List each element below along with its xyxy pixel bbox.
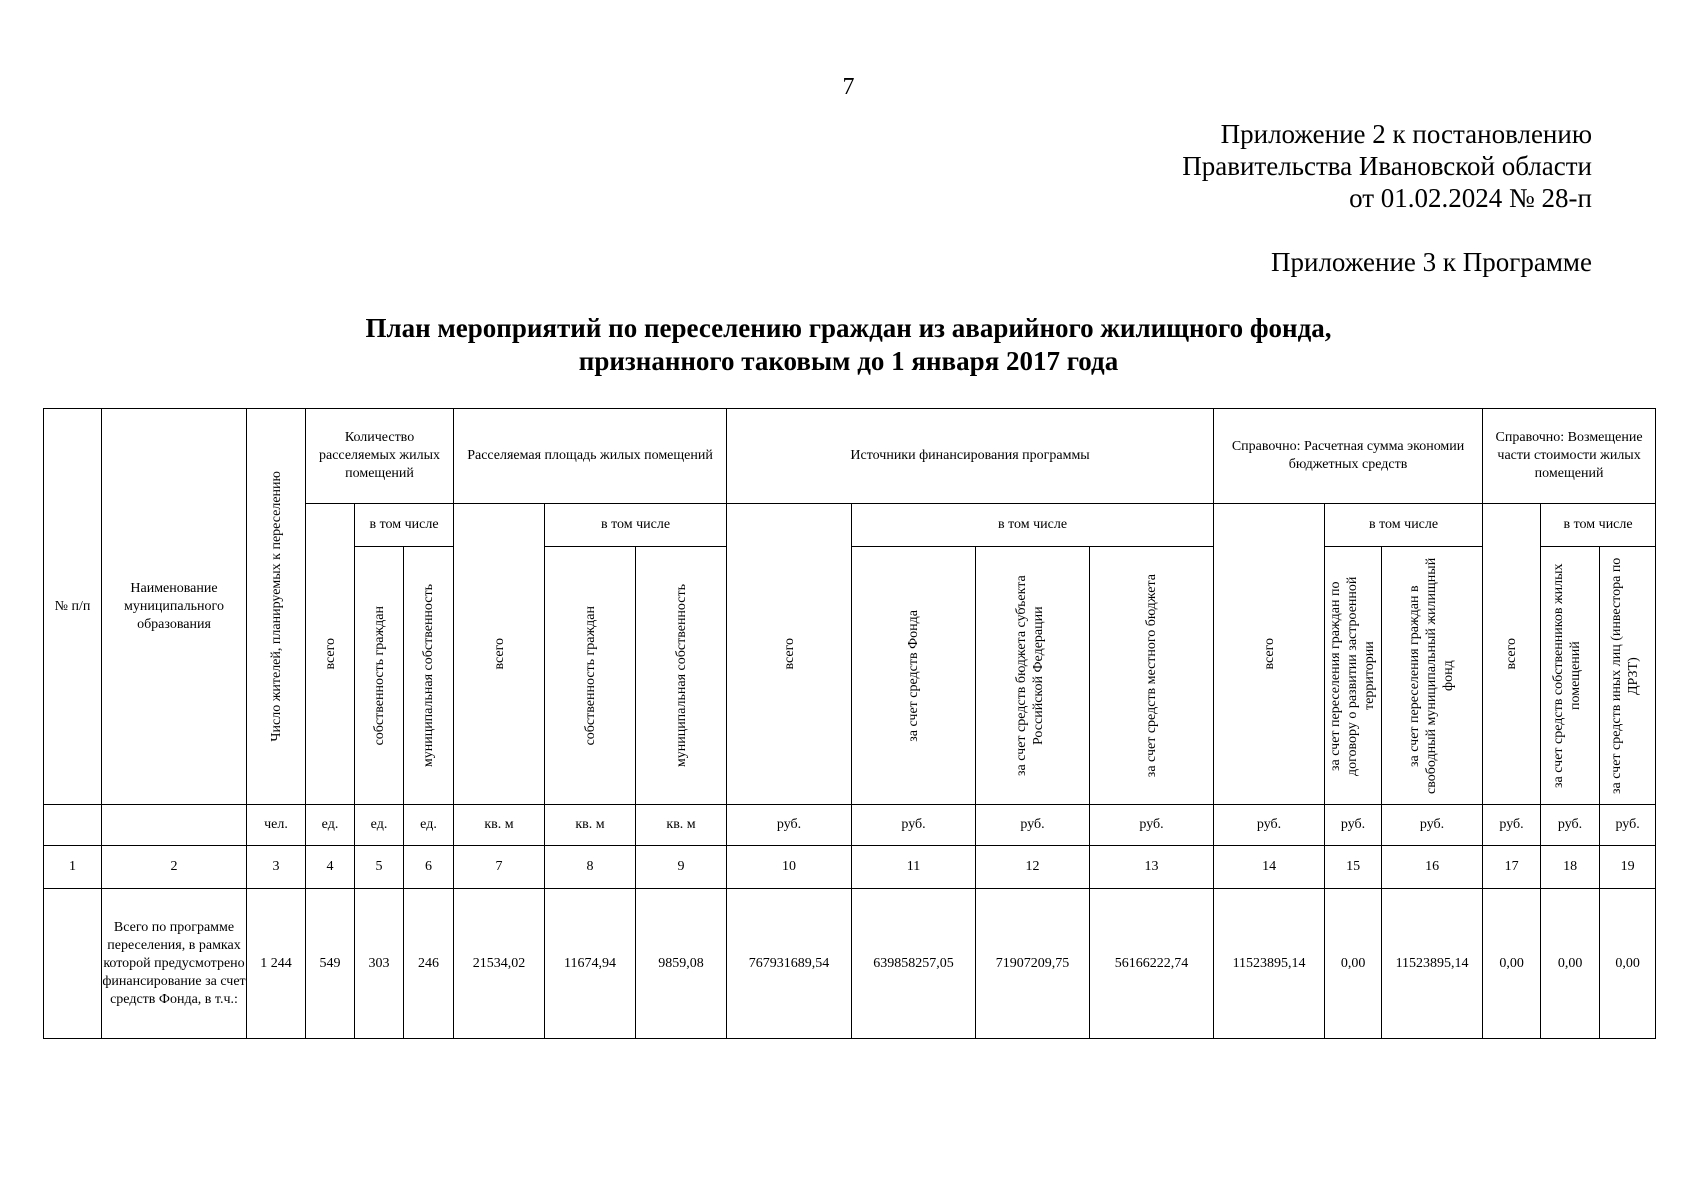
appendix-header [1182,118,1592,214]
column-number: 19 [1600,846,1656,889]
column-number: 14 [1214,846,1325,889]
row-name: Всего по программе переселения, в рамках которой предусмотрено финансирование за счет средств Фонда, в т.ч.: [102,889,247,1039]
unit-cell: руб. [1214,805,1325,846]
unit-cell: руб. [976,805,1090,846]
unit-cell: кв. м [636,805,727,846]
column-number: 2 [102,846,247,889]
header-savings-incl: в том числе [1325,504,1483,547]
page-number: 7 [842,74,855,100]
unit-cell: ед. [306,805,355,846]
header-compensation-incl: в том числе [1541,504,1656,547]
appendix-line-2: Правительства Ивановской области [1182,151,1592,181]
title-line-2: признанного таковым до 1 января 2017 года [578,346,1119,376]
unit-cell: руб. [1090,805,1214,846]
header-name: Наименование муниципального образования [102,409,247,805]
unit-cell: руб. [1325,805,1382,846]
unit-cell: ед. [355,805,404,846]
unit-cell: кв. м [454,805,545,846]
resettlement-plan-table [43,408,1656,1039]
unit-cell: руб. [852,805,976,846]
header-savings-total: всего [1214,504,1325,805]
column-number: 4 [306,846,355,889]
unit-cell: руб. [1483,805,1541,846]
column-number: 1 [44,846,102,889]
row-value: 767931689,54 [727,889,852,1039]
row-value: 0,00 [1600,889,1656,1039]
column-number: 6 [404,846,454,889]
column-number: 11 [852,846,976,889]
header-rooms-total: всего [306,504,355,805]
column-numbers-row [44,846,1656,889]
column-number: 13 [1090,846,1214,889]
header-rooms-municipal: муниципальная собственность [404,547,454,805]
row-value: 639858257,05 [852,889,976,1039]
unit-cell: ед. [404,805,454,846]
column-number: 17 [1483,846,1541,889]
unit-cell-empty [44,805,102,846]
unit-cell: кв. м [545,805,636,846]
column-number: 18 [1541,846,1600,889]
row-value: 1 244 [247,889,306,1039]
document-title [0,312,1697,378]
row-value: 11523895,14 [1382,889,1483,1039]
header-local-budget: за счет средств местного бюджета [1090,547,1214,805]
column-number: 3 [247,846,306,889]
header-financing: Источники финансирования программы [727,409,1214,504]
row-value: 11674,94 [545,889,636,1039]
header-area: Расселяемая площадь жилых помещений [454,409,727,504]
header-area-municipal: муниципальная собственность [636,547,727,805]
header-resettle-free-fund: за счет переселения граждан в свободный муниципальный жилищный фонд [1382,547,1483,805]
header-residents: Число жителей, планируемых к переселению [247,409,306,805]
row-value: 56166222,74 [1090,889,1214,1039]
row-value: 11523895,14 [1214,889,1325,1039]
header-financing-total: всего [727,504,852,805]
header-compensation: Справочно: Возмещение части стоимости жилых помещений [1483,409,1656,504]
header-savings: Справочно: Расчетная сумма экономии бюджетных средств [1214,409,1483,504]
unit-cell-empty [102,805,247,846]
row-value: 71907209,75 [976,889,1090,1039]
units-row [44,805,1656,846]
header-fund: за счет средств Фонда [852,547,976,805]
header-num: № п/п [44,409,102,805]
row-value: 0,00 [1325,889,1382,1039]
header-area-total: всего [454,504,545,805]
appendix-line-1: Приложение 2 к постановлению [1220,119,1592,149]
header-owners-funds: за счет средств собственников жилых помещений [1541,547,1600,805]
row-value: 549 [306,889,355,1039]
header-area-incl: в том числе [545,504,727,547]
column-number: 10 [727,846,852,889]
row-value: 21534,02 [454,889,545,1039]
column-number: 16 [1382,846,1483,889]
column-number: 7 [454,846,545,889]
column-number: 12 [976,846,1090,889]
table-row [44,889,1656,1039]
unit-cell: руб. [727,805,852,846]
header-compensation-total: всего [1483,504,1541,805]
row-value: 9859,08 [636,889,727,1039]
header-area-citizens: собственность граждан [545,547,636,805]
unit-cell: руб. [1382,805,1483,846]
header-resettle-contract: за счет переселения граждан по договору о развитии застроенной территории [1325,547,1382,805]
column-number: 9 [636,846,727,889]
unit-cell: руб. [1541,805,1600,846]
title-line-1: План мероприятий по переселению граждан из аварийного жилищного фонда, [365,313,1332,343]
header-rooms-citizens: собственность граждан [355,547,404,805]
appendix-program: Приложение 3 к Программе [1271,247,1592,277]
column-number: 15 [1325,846,1382,889]
column-number: 8 [545,846,636,889]
row-value: 0,00 [1541,889,1600,1039]
row-value: 246 [404,889,454,1039]
header-rooms-incl: в том числе [355,504,454,547]
header-financing-incl: в том числе [852,504,1214,547]
header-regional-budget: за счет средств бюджета субъекта Российской Федерации [976,547,1090,805]
row-value: 0,00 [1483,889,1541,1039]
unit-cell: чел. [247,805,306,846]
header-rooms-count: Количество расселяемых жилых помещений [306,409,454,504]
header-other-funds: за счет средств иных лиц (инвестора по ДРЗТ) [1600,547,1656,805]
appendix-line-3: от 01.02.2024 № 28-п [1349,183,1592,213]
unit-cell: руб. [1600,805,1656,846]
row-value: 303 [355,889,404,1039]
column-number: 5 [355,846,404,889]
row-num [44,889,102,1039]
